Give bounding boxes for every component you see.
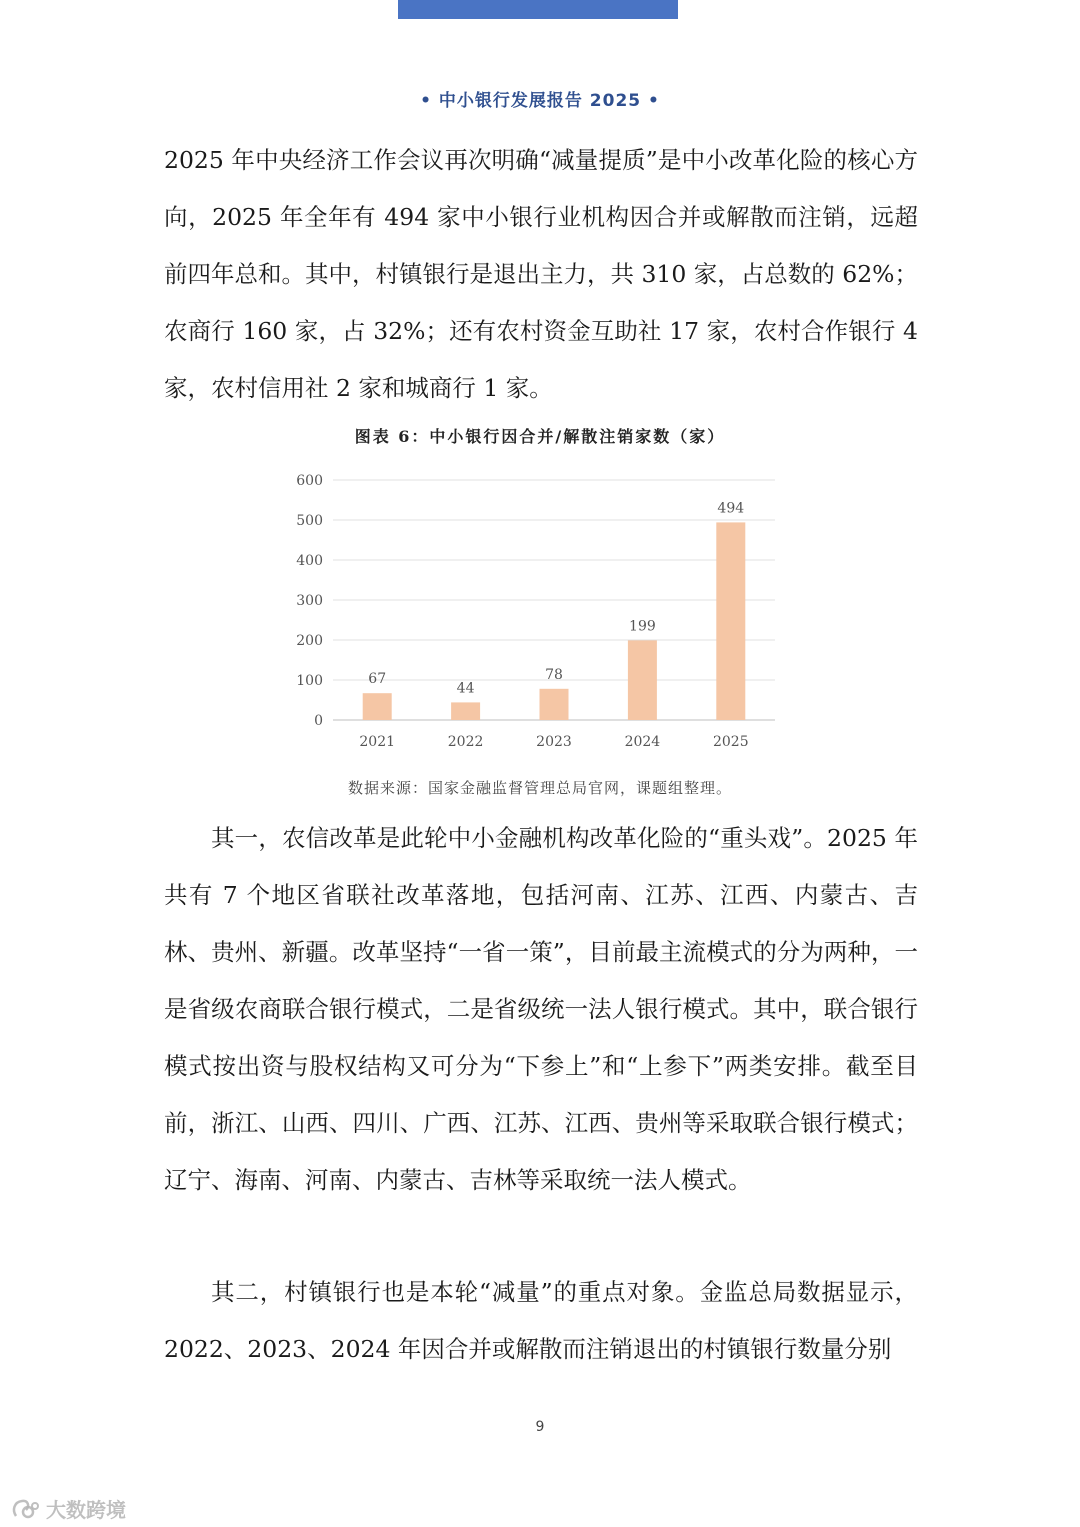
x-tick-label-2024: 2024 xyxy=(624,734,661,750)
y-tick-label: 300 xyxy=(296,593,323,609)
bar-2023 xyxy=(540,689,569,720)
y-tick-label: 400 xyxy=(296,553,323,569)
y-tick-label: 200 xyxy=(296,633,323,649)
bar-2022 xyxy=(451,702,480,720)
body-paragraph-3: 其二，村镇银行也是本轮“减量”的重点对象。金监总局数据显示，2022、2023、2024 年因合并或解散而注销退出的村镇银行数量分别 xyxy=(164,1278,918,1363)
watermark-text: 大数跨境 xyxy=(46,1498,126,1522)
watermark-logo-icon xyxy=(10,1496,40,1522)
y-axis-ticks xyxy=(296,473,323,729)
x-tick-label-2023: 2023 xyxy=(536,734,572,750)
x-tick-label-2025: 2025 xyxy=(712,734,749,750)
bar-chart xyxy=(290,465,790,765)
page-number: 9 xyxy=(535,1419,545,1435)
watermark xyxy=(10,1494,126,1523)
data-label-2021: 67 xyxy=(368,671,387,688)
y-tick-label: 600 xyxy=(296,473,323,489)
y-tick-label: 500 xyxy=(296,513,323,529)
x-axis-ticks xyxy=(359,734,748,750)
data-label-2022: 44 xyxy=(456,680,475,697)
data-label-2023: 78 xyxy=(545,666,563,683)
bar-2021 xyxy=(363,693,392,720)
chart-source-note: 数据来源：国家金融监督管理总局官网，课题组整理。 xyxy=(347,779,732,797)
data-labels xyxy=(368,500,744,696)
data-label-2024: 199 xyxy=(629,618,656,635)
running-header: • 中小银行发展报告 2025 • xyxy=(420,91,660,111)
chart-gridlines xyxy=(333,480,775,720)
y-tick-label: 100 xyxy=(296,673,323,689)
data-label-2025: 494 xyxy=(717,500,745,517)
x-tick-label-2022: 2022 xyxy=(447,734,484,750)
x-tick-label-2021: 2021 xyxy=(359,734,396,750)
chart-bars xyxy=(363,522,746,720)
bar-2024 xyxy=(628,640,657,720)
chart-title: 图表 6：中小银行因合并/解散注销家数（家） xyxy=(354,427,726,446)
top-accent-bar xyxy=(398,0,678,19)
y-tick-label: 0 xyxy=(314,713,323,729)
body-paragraph-1: 2025 年中央经济工作会议再次明确“减量提质”是中小改革化险的核心方向，2025 年全年有 494 家中小银行业机构因合并或解散而注销，远超前四年总和。其中，村镇银行是退出主力，共 310 家，占总数的 62%；农商行 160 家，占 32%；还有农村资金互助社 17 家，农村合作银行 4 家，农村信用社 2 家和城商行 1 家。 xyxy=(164,146,918,402)
bar-2025 xyxy=(716,522,745,720)
body-paragraph-2: 其一，农信改革是此轮中小金融机构改革化险的“重头戏”。2025 年共有 7 个地区省联社改革落地，包括河南、江苏、江西、内蒙古、吉林、贵州、新疆。改革坚持“一省一策”，目前最主流模式的分为两种，一是省级农商联合银行模式，二是省级统一法人银行模式。其中，联合银行模式按出资与股权结构又可分为“下参上”和“上参下”两类安排。截至目前，浙江、山西、四川、广西、江苏、江西、贵州等采取联合银行模式；辽宁、海南、河南、内蒙古、吉林等采取统一法人模式。 xyxy=(164,824,918,1194)
